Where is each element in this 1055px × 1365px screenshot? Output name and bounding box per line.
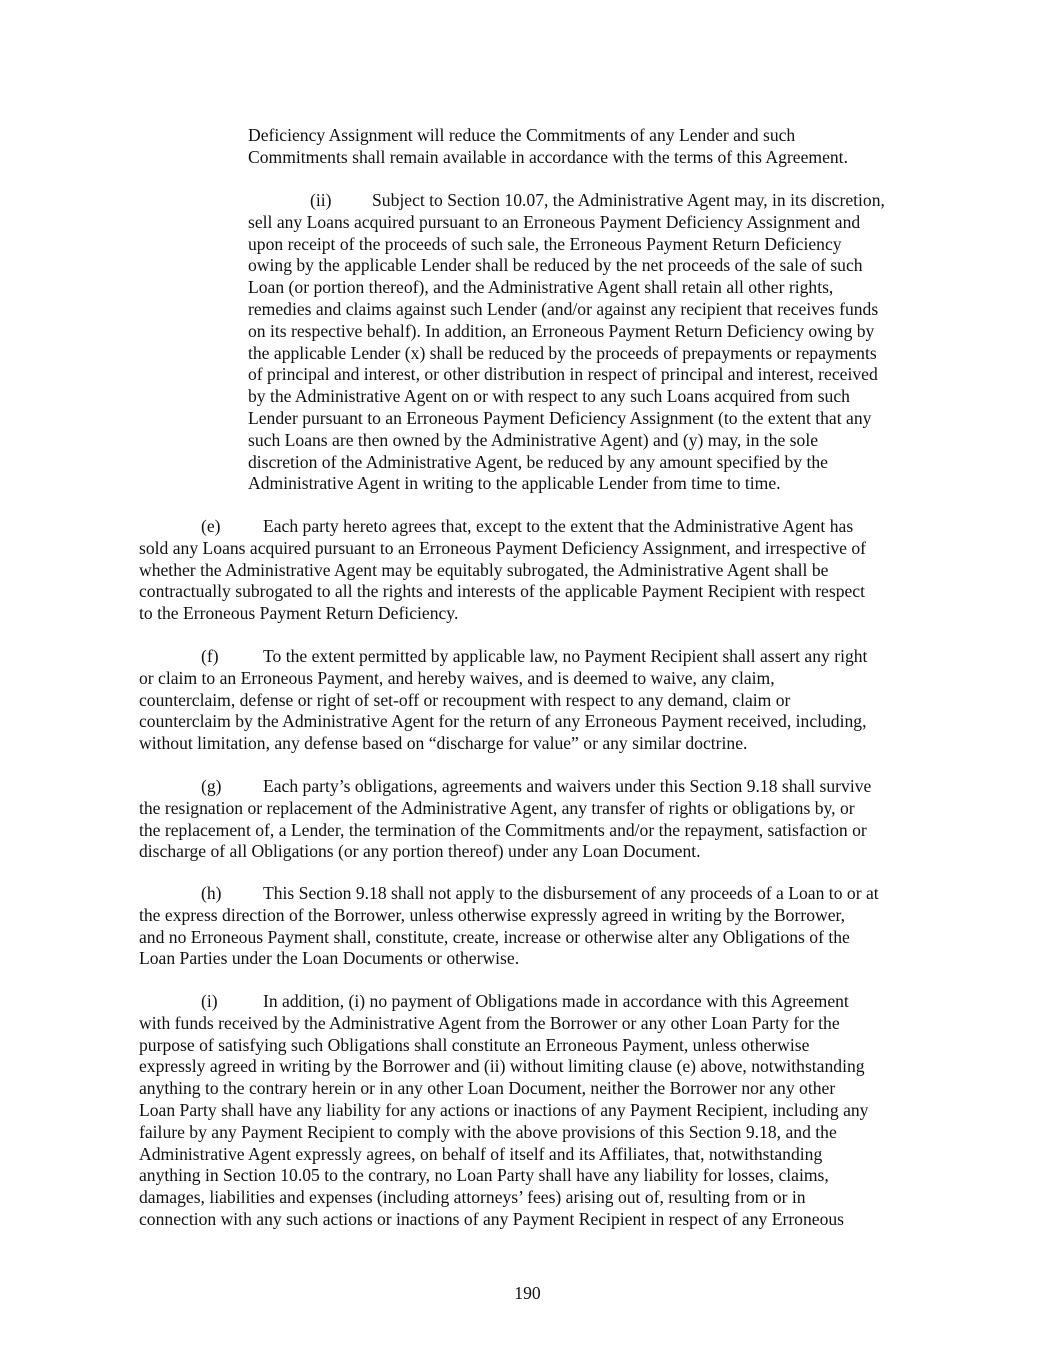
clause-marker: (f): [201, 646, 219, 666]
paragraph-line: without limitation, any defense based on “discharge for value” or any similar doctrine.: [139, 733, 748, 754]
paragraph-line: connection with any such actions or inactions of any Payment Recipient in respect of any Erroneous: [139, 1208, 845, 1229]
paragraph-line: or claim to an Erroneous Payment, and hereby waives, and is deemed to waive, any claim,: [139, 667, 775, 688]
paragraph-clause-e: [139, 516, 866, 625]
paragraph-continuation-d-i: [248, 125, 848, 169]
paragraph-line: Subject to Section 10.07, the Administrative Agent may, in its discretion,: [372, 190, 885, 210]
paragraph-line: Administrative Agent in writing to the applicable Lender from time to time.: [248, 473, 781, 494]
paragraph-clause-g: [139, 776, 871, 863]
paragraph-line: whether the Administrative Agent may be equitably subrogated, the Administrative Agent shall be: [139, 559, 829, 580]
paragraph-line: discharge of all Obligations (or any portion thereof) under any Loan Document.: [139, 841, 701, 862]
paragraph-line: To the extent permitted by applicable law, no Payment Recipient shall assert any right: [263, 646, 868, 666]
paragraph-line: Each party hereto agrees that, except to the extent that the Administrative Agent has: [263, 516, 854, 536]
paragraph-line: upon receipt of the proceeds of such sale, the Erroneous Payment Return Deficiency: [248, 233, 842, 254]
paragraph-line: Administrative Agent expressly agrees, on behalf of itself and its Affiliates, that, notwithstanding: [139, 1143, 823, 1164]
paragraph-line: to the Erroneous Payment Return Deficiency.: [139, 603, 459, 624]
paragraph-line: Each party’s obligations, agreements and waivers under this Section 9.18 shall survive: [263, 776, 872, 796]
paragraph-clause-d-ii: [248, 190, 885, 495]
clause-marker: (i): [201, 991, 218, 1011]
paragraph-line: Deficiency Assignment will reduce the Commitments of any Lender and such: [248, 125, 796, 145]
paragraph-clause-i: [139, 991, 868, 1231]
paragraph-line: owing by the applicable Lender shall be reduced by the net proceeds of the sale of such: [248, 255, 863, 276]
clause-marker: (g): [201, 776, 222, 796]
paragraph-line: and no Erroneous Payment shall, constitute, create, increase or otherwise alter any Obligations of the: [139, 926, 850, 947]
paragraph-line: discretion of the Administrative Agent, be reduced by any amount specified by the: [248, 451, 828, 472]
paragraph-line: damages, liabilities and expenses (including attorneys’ fees) arising out of, resulting from or in: [139, 1187, 806, 1208]
paragraph-line: failure by any Payment Recipient to comply with the above provisions of this Section 9.18, and the: [139, 1121, 837, 1142]
clause-marker: (ii): [310, 190, 332, 210]
paragraph-line: counterclaim, defense or right of set-off or recoupment with respect to any demand, claim or: [139, 689, 791, 710]
paragraph-line: This Section 9.18 shall not apply to the disbursement of any proceeds of a Loan to or at: [263, 883, 879, 903]
paragraph-line: by the Administrative Agent on or with respect to any such Loans acquired from such: [248, 386, 850, 407]
paragraph-line: sold any Loans acquired pursuant to an Erroneous Payment Deficiency Assignment, and irrespective of: [139, 537, 867, 558]
paragraph-line: the replacement of, a Lender, the termination of the Commitments and/or the repayment, satisfaction or: [139, 819, 867, 840]
paragraph-line: remedies and claims against such Lender (and/or against any recipient that receives funds: [248, 298, 879, 319]
paragraph-clause-h: [139, 883, 879, 970]
paragraph-line: the express direction of the Borrower, unless otherwise expressly agreed in writing by the Borrower,: [139, 904, 846, 925]
clause-marker: (h): [201, 883, 222, 903]
clause-marker: (e): [201, 516, 221, 536]
paragraph-line: sell any Loans acquired pursuant to an Erroneous Payment Deficiency Assignment and: [248, 211, 861, 232]
paragraph-line: Lender pursuant to an Erroneous Payment Deficiency Assignment (to the extent that any: [248, 407, 872, 428]
page-number: 190: [514, 1283, 541, 1303]
paragraph-line: on its respective behalf). In addition, an Erroneous Payment Return Deficiency owing by: [248, 320, 875, 341]
paragraph-line: Commitments shall remain available in accordance with the terms of this Agreement.: [248, 146, 848, 167]
paragraph-line: with funds received by the Administrative Agent from the Borrower or any other Loan Party for the: [139, 1012, 840, 1033]
paragraph-line: Loan Parties under the Loan Documents or otherwise.: [139, 948, 520, 969]
paragraph-line: In addition, (i) no payment of Obligations made in accordance with this Agreement: [263, 991, 849, 1011]
paragraph-line: anything to the contrary herein or in any other Loan Document, neither the Borrower nor any other: [139, 1078, 836, 1099]
paragraph-clause-f: [139, 646, 867, 755]
paragraph-line: anything in Section 10.05 to the contrary, no Loan Party shall have any liability for losses, claims,: [139, 1165, 829, 1186]
paragraph-line: such Loans are then owned by the Administrative Agent) and (y) may, in the sole: [248, 429, 819, 450]
paragraph-line: expressly agreed in writing by the Borrower and (ii) without limiting clause (e) above, notwithstanding: [139, 1056, 865, 1077]
paragraph-line: the applicable Lender (x) shall be reduced by the proceeds of prepayments or repayments: [248, 342, 877, 363]
paragraph-line: purpose of satisfying such Obligations shall constitute an Erroneous Payment, unless otherwise: [139, 1034, 810, 1055]
paragraph-line: contractually subrogated to all the rights and interests of the applicable Payment Recipient with respect: [139, 581, 866, 602]
paragraph-line: of principal and interest, or other distribution in respect of principal and interest, received: [248, 364, 878, 385]
paragraph-line: Loan Party shall have any liability for any actions or inactions of any Payment Recipient, including any: [139, 1099, 869, 1120]
paragraph-line: the resignation or replacement of the Administrative Agent, any transfer of rights or obligations by, or: [139, 797, 855, 818]
paragraph-line: Loan (or portion thereof), and the Administrative Agent shall retain all other rights,: [248, 277, 834, 298]
paragraph-line: counterclaim by the Administrative Agent for the return of any Erroneous Payment received, including,: [139, 711, 867, 732]
